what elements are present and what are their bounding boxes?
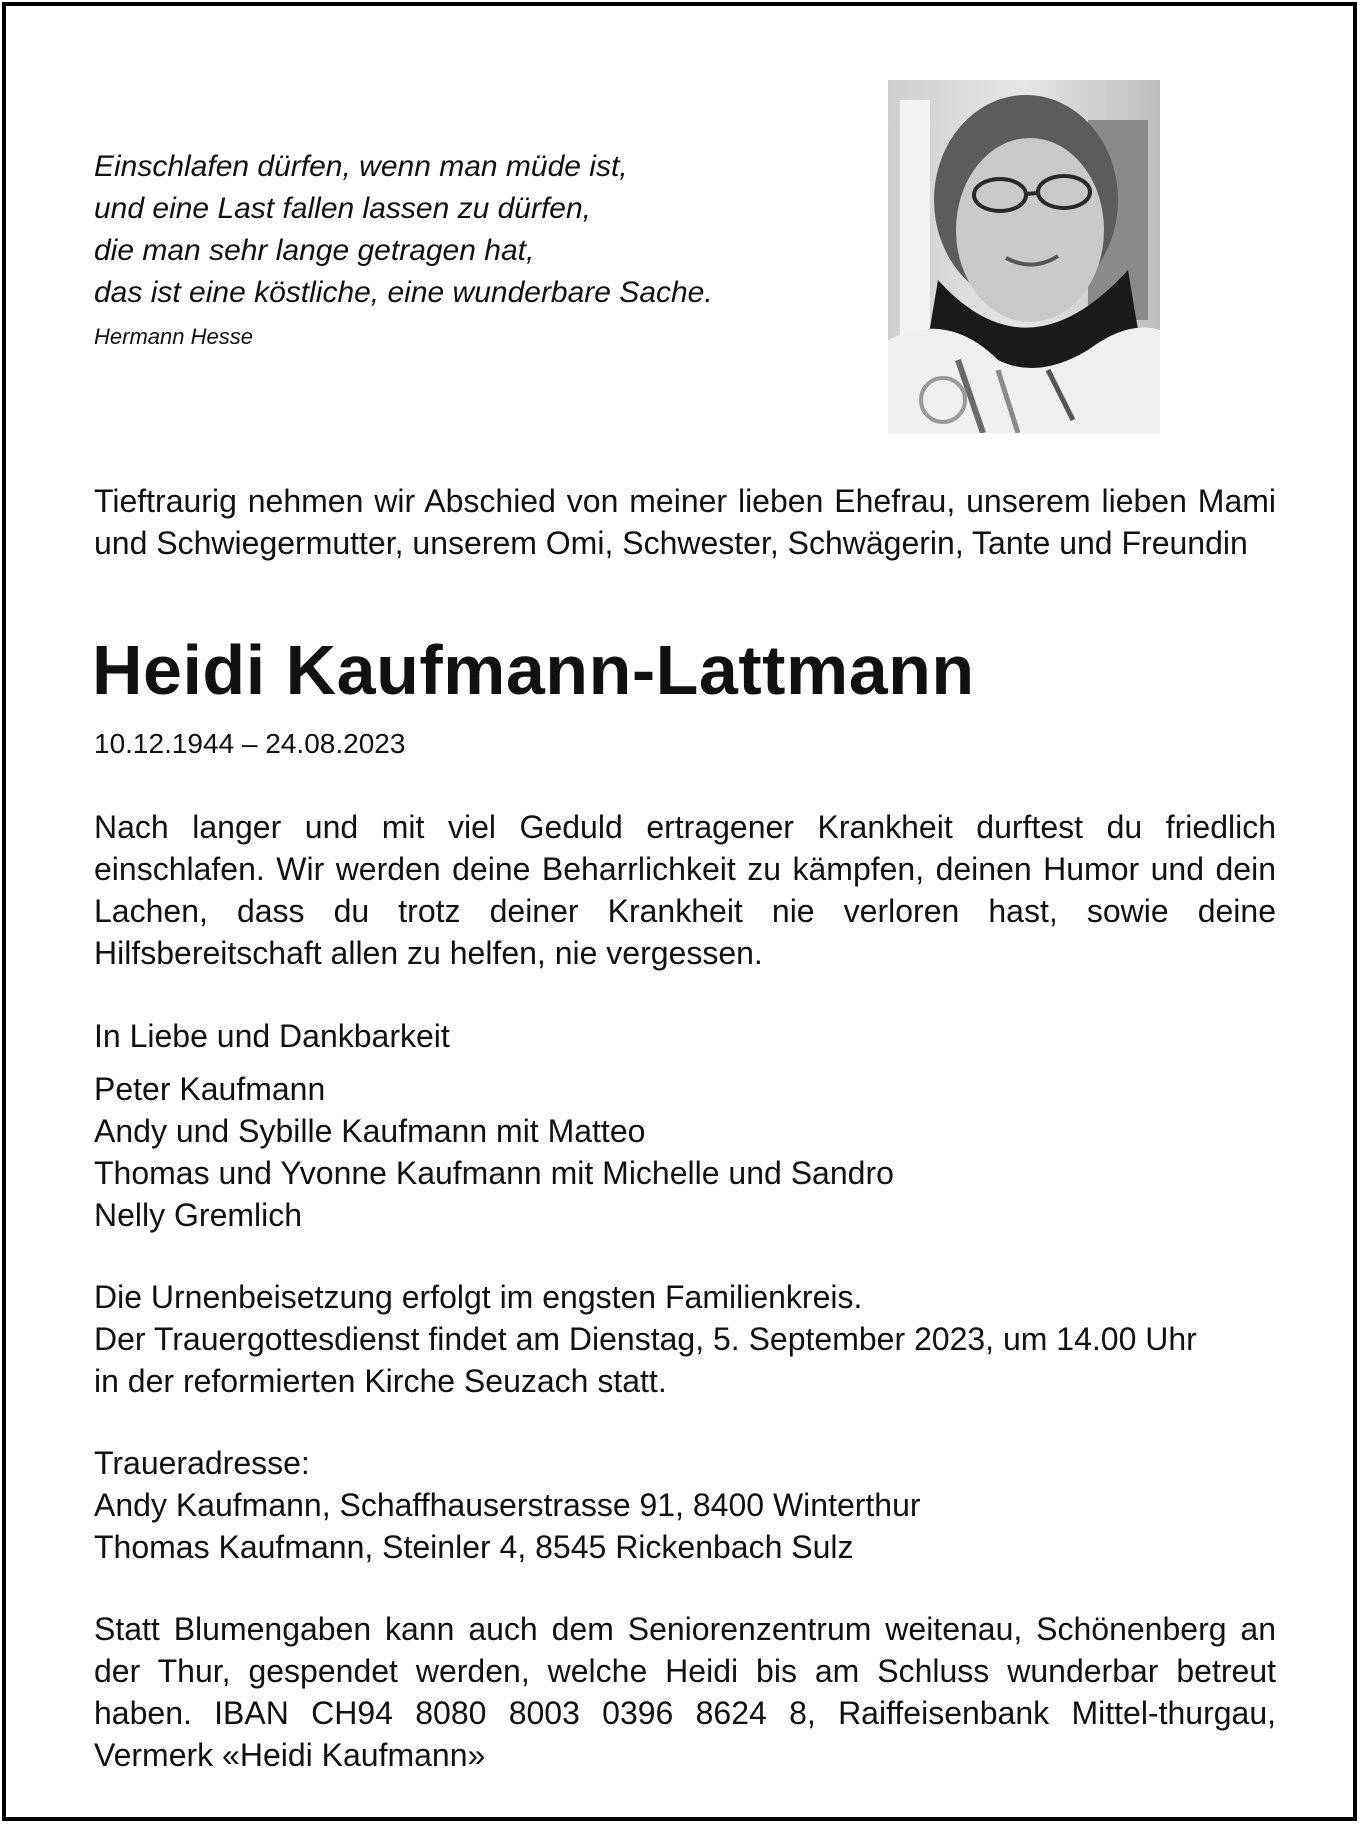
- funeral-line: Der Trauergottesdienst findet am Dienstag, 5. September 2023, um 14.00 Uhr: [94, 1321, 1197, 1357]
- closing-line: In Liebe und Dankbarkeit: [94, 1018, 450, 1054]
- funeral-line: in der reformierten Kirche Seuzach statt.: [94, 1363, 667, 1399]
- life-dates: 10.12.1944 – 24.08.2023: [94, 728, 406, 759]
- address-line: Thomas Kaufmann, Steinler 4, 8545 Rickenbach Sulz: [94, 1529, 854, 1565]
- farewell-text: Nach langer und mit viel Geduld ertragener Krankheit durftest du friedlich einschlafen. Wir werden deine Beharrlichkeit zu kämpfen, deinen Humor und dein Lachen, dass du trotz deiner Krankheit nie verloren hast, sowie deine Hilfsbereitschaft allen zu helfen, nie vergessen.: [94, 809, 1276, 971]
- family-member: Nelly Gremlich: [94, 1197, 303, 1233]
- quote-line: und eine Last fallen lassen zu dürfen,: [94, 192, 592, 225]
- address-heading: Traueradresse:: [94, 1445, 310, 1481]
- funeral-info: [94, 1276, 1197, 1402]
- quote-author: Hermann Hesse: [94, 324, 253, 349]
- funeral-line: Die Urnenbeisetzung erfolgt im engsten Familienkreis.: [94, 1279, 863, 1315]
- intro-text: Tieftraurig nehmen wir Abschied von meiner lieben Ehefrau, unserem lieben Mami und Schwiegermutter, unserem Omi, Schwester, Schwägerin, Tante und Freundin: [94, 483, 1276, 561]
- family-member: Thomas und Yvonne Kaufmann mit Michelle und Sandro: [94, 1155, 894, 1191]
- address-line: Andy Kaufmann, Schaffhauserstrasse 91, 8400 Winterthur: [94, 1487, 921, 1523]
- deceased-name: Heidi Kaufmann-Lattmann: [92, 631, 975, 709]
- quote-line: das ist eine köstliche, eine wunderbare Sache.: [94, 276, 713, 309]
- portrait-photo: [888, 80, 1160, 433]
- family-member: Peter Kaufmann: [94, 1071, 326, 1107]
- quote-line: Einschlafen dürfen, wenn man müde ist,: [94, 150, 628, 183]
- quote-block: [94, 146, 814, 352]
- donation-text: Statt Blumengaben kann auch dem Seniorenzentrum weitenau, Schönenberg an der Thur, gespendet werden, welche Heidi bis am Schluss wunderbar betreut haben. IBAN CH94 8080 8003 0396 8624 8, Raiffeisenbank Mittel-thurgau, Vermerk «Heidi Kaufmann»: [94, 1611, 1276, 1773]
- quote-line: die man sehr lange getragen hat,: [94, 234, 535, 267]
- family-list: [94, 1068, 894, 1236]
- mourning-address: [94, 1442, 921, 1568]
- family-member: Andy und Sybille Kaufmann mit Matteo: [94, 1113, 646, 1149]
